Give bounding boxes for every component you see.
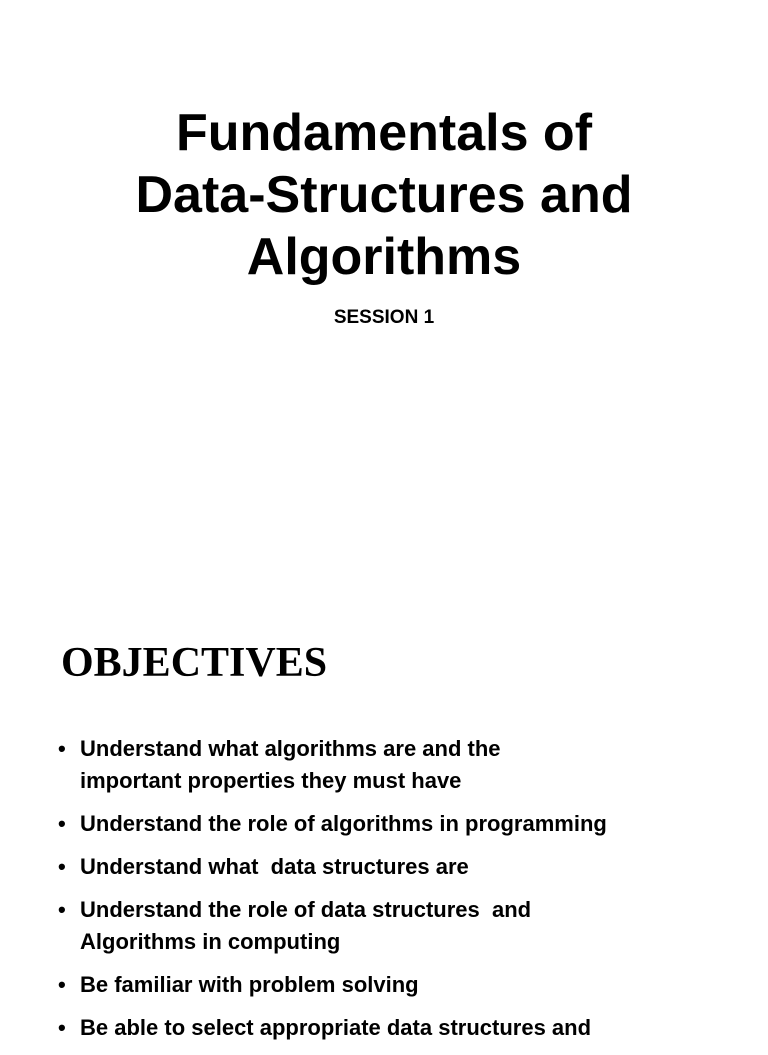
list-item <box>58 733 748 797</box>
list-item <box>58 894 748 958</box>
title-line: Algorithms <box>246 228 522 286</box>
bullet-icon: • <box>58 1015 66 1040</box>
objectives-list <box>58 733 748 1055</box>
list-item-text: Understand the role of algorithms in programming <box>80 811 607 836</box>
list-item-text: Understand the role of data structures and Algorithms in computing <box>80 897 532 954</box>
objectives-slide <box>0 576 768 1040</box>
list-item <box>58 851 748 883</box>
slide-subtitle: SESSION 1 <box>333 307 435 328</box>
list-item-text: Understand what algorithms are and the important properties they must have <box>80 736 501 793</box>
bullet-icon: • <box>58 854 66 879</box>
bullet-icon: • <box>58 972 66 997</box>
list-item-text: Understand what data structures are <box>80 854 469 879</box>
bullet-icon: • <box>58 897 66 922</box>
title-line: Fundamentals of <box>175 104 593 162</box>
slide-title <box>0 102 768 288</box>
list-item <box>58 969 748 1001</box>
title-line: Data-Structures and <box>135 166 633 224</box>
bullet-icon: • <box>58 736 66 761</box>
list-item-text: Be able to select appropriate data structures and <box>80 1015 592 1040</box>
list-item <box>58 808 748 840</box>
bullet-icon: • <box>58 811 66 836</box>
list-item-text: Be familiar with problem solving <box>80 972 419 997</box>
list-item <box>58 1012 748 1044</box>
objectives-heading: OBJECTIVES <box>61 640 328 686</box>
